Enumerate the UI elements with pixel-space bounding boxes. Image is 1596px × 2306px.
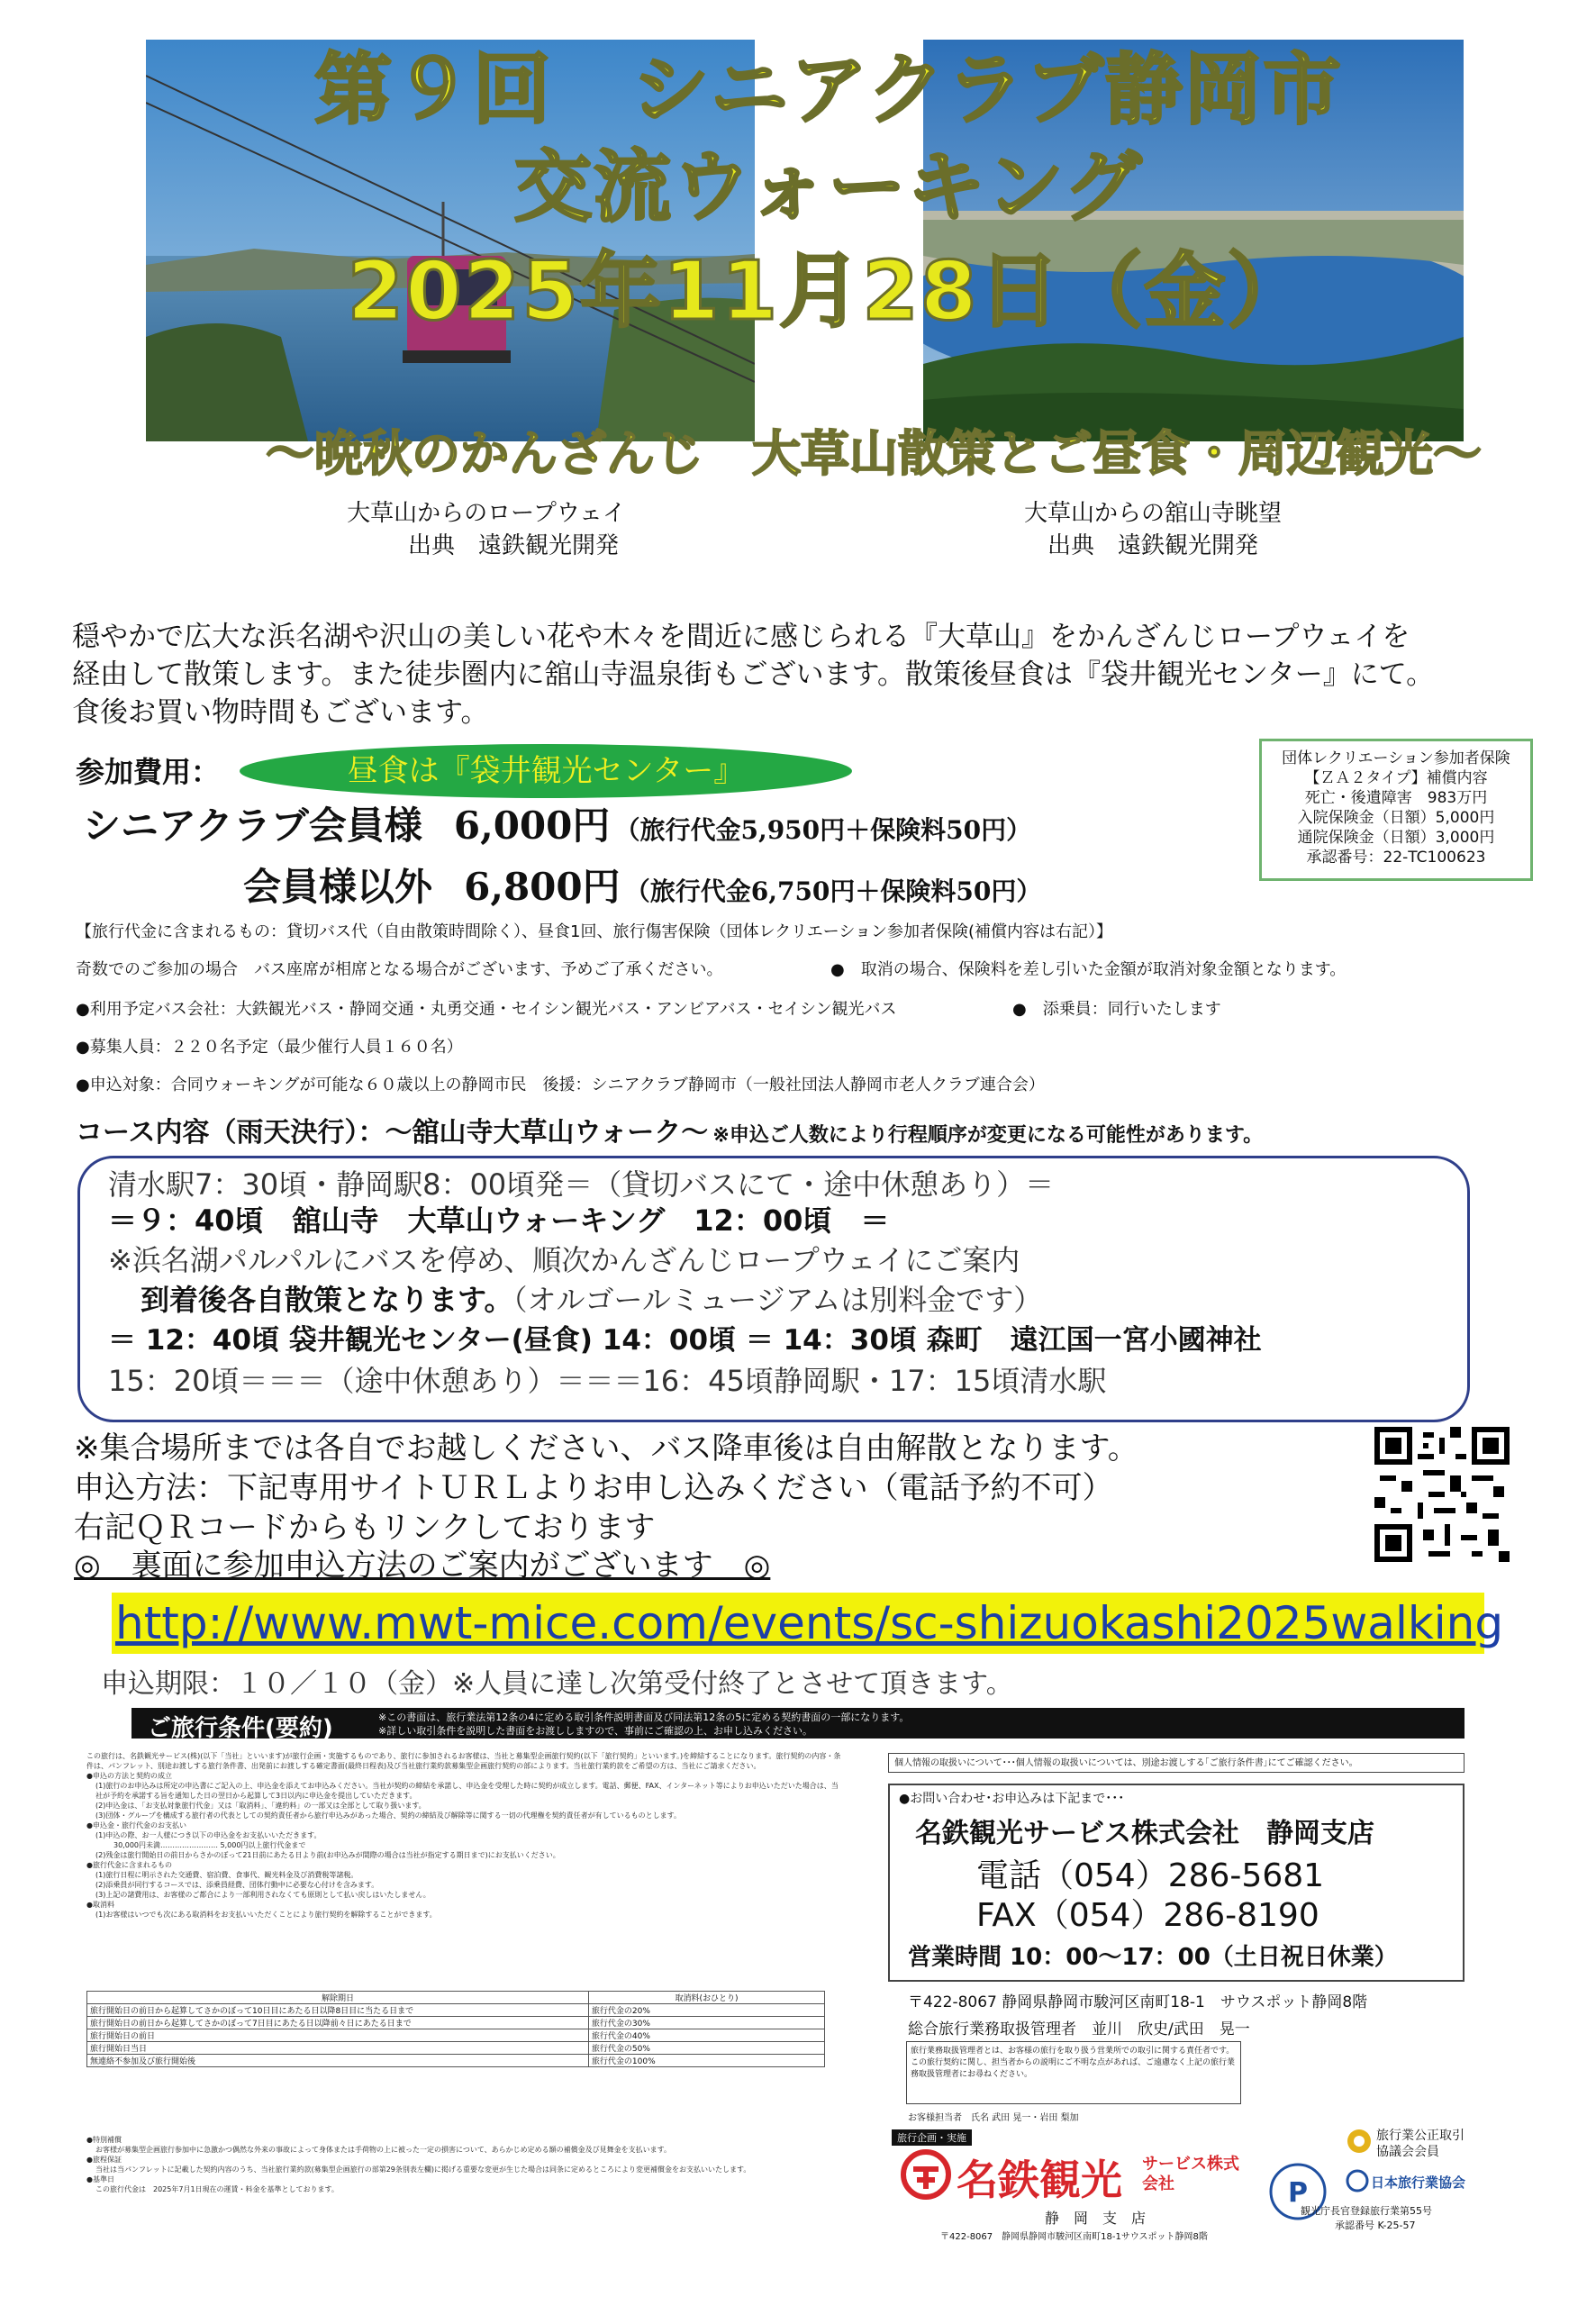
association-member: 旅行業公正取引協議会会員 [1376, 2129, 1465, 2159]
course-line-6: 15：20頃＝＝＝（途中休憩あり）＝＝＝16：45頃静岡駅・17：15頃清水駅 [108, 1364, 1107, 1398]
table-row: 解除期日 取消料(おひとり) [87, 1992, 825, 2004]
staff-name: お客様担当者 氏名 武田 晃一・岩田 梨加 [908, 2113, 1079, 2123]
conditions-footer: ●特別補償 お客様が募集型企画旅行参加中に急激かつ偶然な外来の事故によって身体または手荷物の上に被った一定の損害について、あらかじめ定める額の補償金及び見舞金を支払います。 ●旅程保証 当社は当パンフレットに記載した契約内容のうち、当社旅行業約款(募集型企画旅行の部第29条別表左欄)に掲げる重要な変更が生じた場合は同条に定めるところにより変更補償金をお支払いいたします。 ●基準日 この旅行代金は 2025年7月1日現在の運賃・料金を基準としております。 [86, 2136, 751, 2193]
application-url[interactable]: http://www.mwt-mice.com/events/sc-shizuokashi2025walking [112, 1593, 1484, 1654]
table-row: 旅行開始日の前日から起算してさかのぼって10日目にあたる日以降8日目に当たる日まで 旅行代金の20% [87, 2004, 825, 2017]
travel-manager: 総合旅行業務取扱管理者 並川 欣史/武田 晃一 [908, 2020, 1250, 2038]
fair-trade-icon [1346, 2128, 1373, 2155]
branch-address: 〒422-8067 静岡県静岡市駿河区南町18-1サウスポット静岡8階 [940, 2232, 1208, 2242]
license-number: 観光庁長官登録旅行業第55号 [1301, 2205, 1432, 2217]
photo2-caption: 大草山からの舘山寺眺望 出典 遠鉄観光開発 [1023, 500, 1282, 559]
plan-label: 旅行企画・実施 [892, 2129, 972, 2146]
table-row: 旅行開始日当日 旅行代金の50% [87, 2042, 825, 2055]
member-fee: シニアクラブ会員様 6,000円 （旅行代金5,950円＋保険料50円） [83, 803, 1032, 848]
course-heading: コース内容（雨天決行）：〜舘山寺大草山ウォーク〜 ※申込ご人数により行程順序が変更になる可能性があります。 [76, 1117, 1264, 1148]
jata-logo: 日本旅行業協会 [1346, 2167, 1465, 2194]
jata-icon [1346, 2169, 1369, 2193]
fax-number: FAX（054）286-8190 [976, 1897, 1319, 1934]
title-line-3: 2025年11月28日（金） [347, 244, 1310, 339]
app-line-1: ※集合場所までは各自でお越しください、バス降車後は自由解散となります。 [74, 1430, 1138, 1466]
company-name: 名鉄観光サービス株式会社 静岡支店 [915, 1818, 1374, 1849]
app-line-2: 申込方法：下記専用サイトＵＲＬよりお申し込みください（電話予約不可） [74, 1470, 1113, 1506]
manager-note: 旅行業務取扱管理者とは、お客様の旅行を取り扱う営業所での取引に関する責任者です。この旅行契約に関し、担当者からの説明にご不明な点があれば、ご遠慮なく上記の旅行業務取扱管理者にお尋ねください。 [906, 2041, 1241, 2104]
app-line-4: ◎ 裏面に参加申込方法のご案内がございます ◎ [74, 1548, 771, 1584]
insurance-box: 団体レクリエーション参加者保険 【ＺＡ２タイプ】補償内容 死亡・後遺障害 983万円 入院保険金（日額）5,000円 通院保険金（日額）3,000円 承認番号：22-TC100623 [1259, 739, 1533, 881]
branch-label: 静 岡 支 店 [1045, 2210, 1147, 2227]
phone-number[interactable]: 電話（054）286-5681 [976, 1857, 1325, 1894]
note-seating: 奇数でのご参加の場合 バス座席が相席となる場合がございます、予めご了承ください。 [76, 960, 723, 979]
subtitle: 〜晩秋のかんざんじ 大草山散策とご昼食・周辺観光〜 [266, 425, 1482, 482]
approval-number: 承認番号 K-25-57 [1335, 2220, 1416, 2231]
office-address: 〒422-8067 静岡県静岡市駿河区南町18-1 サウスポット静岡8階 [908, 1993, 1368, 2011]
course-line-4: 到着後各自散策となります。（オルゴールミュージアムは別料金です） [141, 1283, 1043, 1317]
svg-text:P: P [1288, 2177, 1308, 2209]
course-line-2: ＝９：40頃 舘山寺 大草山ウォーキング 12：00頃 ＝ [108, 1203, 890, 1238]
deadline: 申込期限：１０／１０（金）※人員に達し次第受付終了とさせて頂きます。 [101, 1668, 1013, 1700]
title-line-2: 交流ウォーキング [514, 142, 1143, 232]
course-line-3: ※浜名湖パルパルにバスを停め、順次かんざんじロープウェイにご案内 [108, 1243, 1020, 1277]
table-row: 旅行開始日の前日から起算してさかのぼって7日目にあたる日以降前々日にあたる日まで 旅行代金の30% [87, 2017, 825, 2029]
note-capacity: ●募集人員：２２０名予定（最少催行人員１６０名） [76, 1038, 463, 1057]
intro-text: 穏やかで広大な浜名湖や沢山の美しい花や木々を間近に感じられる『大草山』をかんざんじロープウェイを 経由して散策します。また徒歩圏内に舘山寺温泉街もございます。散策後昼食は『袋井観光センター』にて。 食後お買い物時間もございます。 [72, 621, 1435, 729]
business-hours: 営業時間 10：00〜17：00（土日祝日休業） [908, 1944, 1398, 1971]
nonmember-fee: 会員様以外 6,800円 （旅行代金6,750円＋保険料50円） [243, 865, 1042, 909]
qr-code[interactable] [1374, 1427, 1510, 1562]
meitetsu-logo-icon [901, 2149, 951, 2200]
note-escort: ● 添乗員：同行いたします [1012, 1000, 1221, 1019]
conditions-body: この旅行は、名鉄観光サービス(株)(以下「当社」といいます)が旅行企画・実施するものであり、旅行に参加されるお客様は、当社と募集型企画旅行契約(以下「旅行契約」といいます。)を締結することになります。旅行契約の内容・条件は、パンフレット、別途お渡しする旅行条件書、出発前にお渡しする確定書面(最終日程表)及び当社旅行業約款募集型企画旅行契約の部によります。当社旅行業約款をご希望の方は、当社にご請求ください。 ●申込の方法と契約の成立 (1)旅行のお申込みは所定の申込書にご記入の上、申込金を添えてお申込みください。当社が契約の締結を承諾し、申込金を受理した時に契約が成立します。電話、郵便、FAX、インターネット等によりお申込いただいた場合は、当社が予約を承諾する旨を通知した日の翌日から起算して3日以内に申込金を提出していただきます。 (2)申込金は、「お支払対象旅行代金」又は「取消料」、「違約料」の一部又は全部として取り扱います。 (3)団体・グループを構成する旅行者の代表としての契約責任者から旅行申込みがあった場合、契約の締結及び解除等に関する一切の代理権を契約責任者が有しているものとします。 ●申込金・旅行代金のお支払い (1)申込の際、お一人様につき以下の申込金をお支払いいただきます。 30,000円未満…………………… 5,000円以上旅行代金まで (2)残金は旅行開始日の前日からさかのぼって21日前にあたる日より前(お申込みが間際の場合は当社が指定する期日まで)にお支払いください。 ●旅行代金に含まれるもの (1)旅行日程に明示された交通費、宿泊費、食事代、観光料金及び消費税等諸税。 (2)添乗員が同行するコースでは、添乗員経費、団体行動中に必要な心付けを含みます。 (3)上記の諸費用は、お客様のご都合により一部利用されなくても原則として払い戻しはいたしません。 ●取消料 (1)お客様はいつでも次にある取消料をお支払いいただくことにより旅行契約を解除することができます。 [86, 1752, 841, 1919]
table-row: 無連絡不参加及び旅行開始後 旅行代金の100% [87, 2055, 825, 2067]
table-row: 旅行開始日の前日 旅行代金の40% [87, 2029, 825, 2042]
fee-label: 参加費用： [76, 755, 221, 789]
lunch-banner: 昼食は『袋井観光センター』 [240, 744, 852, 798]
note-target: ●申込対象：合同ウォーキングが可能な６０歳以上の静岡市民 後援：シニアクラブ静岡市（一般社団法人静岡市老人クラブ連合会） [76, 1076, 1045, 1094]
conditions-header: ご旅行条件(要約) ※この書面は、旅行業法第12条の4に定める取引条件説明書面及び同法第12条の5に定める契約書面の一部になります。 ※詳しい取引条件を説明した書面をお渡ししますので、事前にご確認の上、お申し込みください。 [131, 1708, 1465, 1739]
note-cancel: ● 取消の場合、保険料を差し引いた金額が取消対象金額となります。 [830, 960, 1347, 979]
privacy-note: 個人情報の取扱いについて･･･個人情報の取扱いについては、別途お渡しする｢ご旅行条件書｣にてご確認ください。 [888, 1753, 1465, 1773]
note-bus: ●利用予定バス会社：大鉄観光バス・静岡交通・丸勇交通・セイシン観光バス・アンビアバス・セイシン観光バス [76, 1000, 897, 1019]
company-logo: 名鉄観光 サービス株式会社 [901, 2147, 1261, 2202]
cancellation-table [86, 1991, 825, 2067]
course-line-5: ＝ 12：40頃 袋井観光センター(昼食) 14：00頃 ＝ 14：30頃 森町 遠江国一宮小國神社 [108, 1324, 1262, 1357]
inquiry-label: ●お問い合わせ･お申込みは下記まで･･･ [899, 1792, 1125, 1806]
note-included: 【旅行代金に含まれるもの：貸切バス代（自由散策時間除く）、昼食1回、旅行傷害保険（団体レクリエーション参加者保険(補償内容は右記）】 [76, 922, 1113, 941]
title-line-1: 第９回 シニアクラブ静岡市 [314, 45, 1343, 135]
course-line-1: 清水駅7：30頃・静岡駅8：00頃発＝（貸切バスにて・途中休憩あり）＝ [108, 1167, 1055, 1202]
photo1-caption: 大草山からのロープウェイ 出典 遠鉄観光開発 [347, 500, 626, 559]
app-line-3: 右記ＱＲコードからもリンクしております [74, 1510, 656, 1546]
